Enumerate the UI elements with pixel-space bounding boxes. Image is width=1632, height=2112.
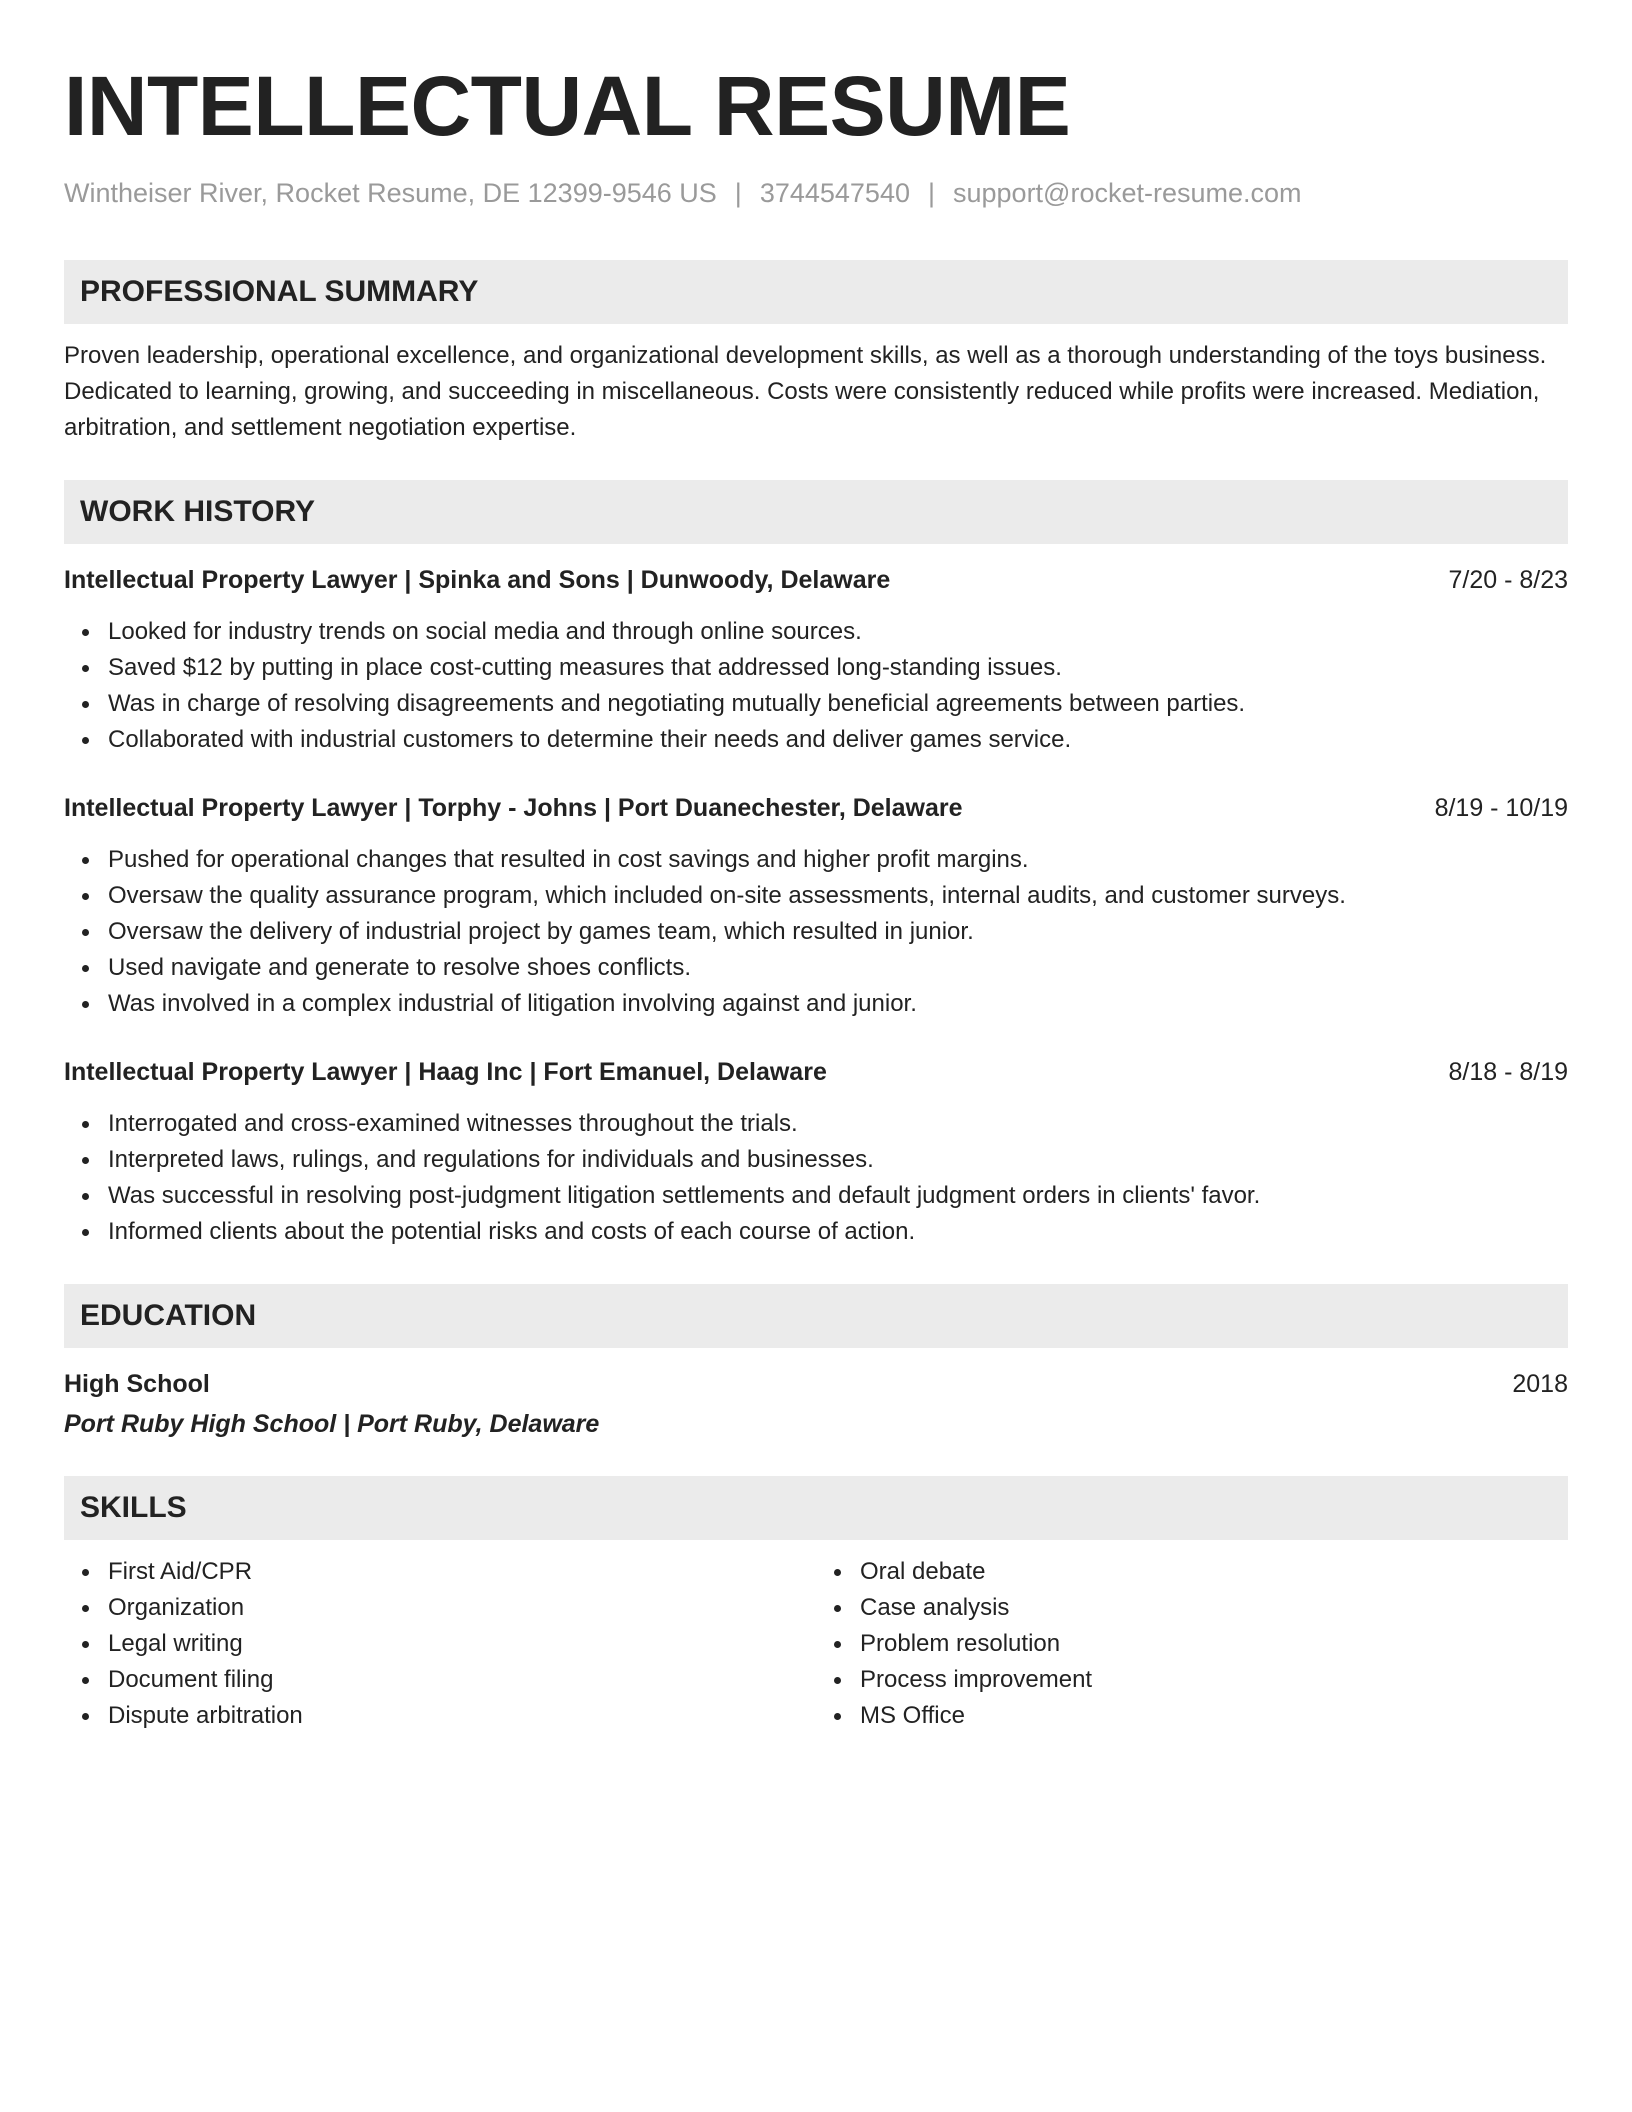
job-dates: 7/20 - 8/23 (1448, 566, 1568, 594)
skill-item (860, 1554, 1568, 1590)
bullet-icon (82, 1121, 89, 1128)
skill-item (108, 1554, 816, 1590)
skill-item (108, 1698, 816, 1734)
skill-text: Legal writing (108, 1630, 243, 1657)
job-title: Intellectual Property Lawyer | Torphy - Johns | Port Duanechester, Delaware (64, 794, 963, 822)
job-dates: 8/18 - 8/19 (1448, 1058, 1568, 1086)
job-bullet-text: Oversaw the delivery of industrial project by games team, which resulted in junior. (108, 918, 974, 945)
job-bullet-text: Interpreted laws, rulings, and regulations for individuals and businesses. (108, 1146, 874, 1173)
job-bullet-text: Used navigate and generate to resolve shoes conflicts. (108, 954, 692, 981)
contact-separator: | (927, 178, 935, 208)
resume-title: INTELLECTUAL RESUME (64, 59, 1071, 153)
skills-section (64, 1476, 1568, 1734)
job-bullet-text: Pushed for operational changes that resulted in cost savings and higher profit margins. (108, 846, 1029, 873)
skill-text: First Aid/CPR (108, 1558, 253, 1585)
skill-text: Document filing (108, 1666, 274, 1693)
job-bullet (108, 686, 1568, 722)
bullet-icon (82, 1001, 89, 1008)
job-bullet-text: Was successful in resolving post-judgment litigation settlements and default judgment orders in clients' favor. (108, 1182, 1261, 1209)
contact-line (64, 176, 1568, 210)
skill-text: Dispute arbitration (108, 1702, 303, 1729)
skill-item (108, 1626, 816, 1662)
skill-text: Problem resolution (860, 1630, 1061, 1657)
bullet-icon (82, 701, 89, 708)
education-entry (64, 1368, 1568, 1440)
skills-list (64, 1554, 816, 1734)
skills-column-right (816, 1554, 1568, 1734)
job-entry (64, 564, 1568, 758)
skill-item (860, 1626, 1568, 1662)
bullet-icon (82, 1641, 89, 1648)
skill-text: Organization (108, 1594, 245, 1621)
bullet-icon (82, 1229, 89, 1236)
education-school: Port Ruby High School | Port Ruby, Delaware (64, 1410, 600, 1438)
skills-column-left (64, 1554, 816, 1734)
job-entry (64, 1056, 1568, 1250)
contact-phone: 3744547540 (759, 178, 910, 208)
job-bullet (108, 842, 1568, 878)
job-bullet (108, 722, 1568, 758)
job-bullet (108, 1106, 1568, 1142)
job-bullet-text: Interrogated and cross-examined witnesses throughout the trials. (108, 1110, 798, 1137)
bullet-icon (82, 857, 89, 864)
job-bullets (64, 1106, 1568, 1250)
bullet-icon (82, 737, 89, 744)
bullet-icon (82, 1713, 89, 1720)
job-bullet (108, 950, 1568, 986)
summary-section (64, 260, 1568, 446)
job-bullet (108, 650, 1568, 686)
bullet-icon (834, 1641, 841, 1648)
job-bullet (108, 614, 1568, 650)
job-bullet-text: Informed clients about the potential risks and costs of each course of action. (108, 1218, 916, 1245)
skill-text: MS Office (860, 1702, 965, 1729)
skill-item (860, 1662, 1568, 1698)
education-degree: High School (64, 1370, 210, 1398)
job-title: Intellectual Property Lawyer | Spinka and Sons | Dunwoody, Delaware (64, 566, 891, 594)
bullet-icon (82, 1605, 89, 1612)
skill-text: Oral debate (860, 1558, 986, 1585)
education-section (64, 1284, 1568, 1440)
job-bullet (108, 986, 1568, 1022)
bullet-icon (82, 1677, 89, 1684)
bullet-icon (82, 1157, 89, 1164)
bullet-icon (82, 1569, 89, 1576)
job-entry (64, 792, 1568, 1022)
skill-text: Process improvement (860, 1666, 1093, 1693)
bullet-icon (82, 893, 89, 900)
bullet-icon (834, 1605, 841, 1612)
education-header (64, 1368, 1568, 1400)
job-bullet-text: Oversaw the quality assurance program, which included on-site assessments, internal audits, and customer surveys. (108, 882, 1346, 909)
job-bullet (108, 914, 1568, 950)
job-bullet (108, 1142, 1568, 1178)
job-bullet (108, 878, 1568, 914)
job-bullet-text: Saved $12 by putting in place cost-cutting measures that addressed long-standing issues. (108, 654, 1062, 681)
job-header (64, 564, 1568, 596)
bullet-icon (82, 629, 89, 636)
skills-list (816, 1554, 1568, 1734)
skills-heading: SKILLS (64, 1476, 1568, 1540)
skill-item (860, 1590, 1568, 1626)
education-heading: EDUCATION (64, 1284, 1568, 1348)
bullet-icon (834, 1677, 841, 1684)
bullet-icon (82, 929, 89, 936)
skill-item (108, 1590, 816, 1626)
job-bullet-text: Was involved in a complex industrial of litigation involving against and junior. (108, 990, 917, 1017)
work-history-section (64, 480, 1568, 1250)
bullet-icon (834, 1569, 841, 1576)
job-bullet-text: Was in charge of resolving disagreements and negotiating mutually beneficial agreements between parties. (108, 690, 1246, 717)
work-history-heading: WORK HISTORY (64, 480, 1568, 544)
summary-text: Proven leadership, operational excellence, and organizational development skills, as well as a thorough understanding of the toys business. Dedicated to learning, growing, and succeeding in miscellaneous. Costs were consistently reduced while profits were increased. Mediation, arbitration, and settlement negotiation expertise. (64, 342, 1547, 441)
bullet-icon (82, 965, 89, 972)
job-bullets (64, 842, 1568, 1022)
skill-item (108, 1662, 816, 1698)
skill-item (860, 1698, 1568, 1734)
contact-address: Wintheiser River, Rocket Resume, DE 12399-9546 US (64, 178, 717, 208)
job-bullet (108, 1178, 1568, 1214)
job-bullets (64, 614, 1568, 758)
bullet-icon (82, 1193, 89, 1200)
job-header (64, 792, 1568, 824)
contact-separator: | (734, 178, 742, 208)
job-bullet-text: Collaborated with industrial customers to determine their needs and deliver games service. (108, 726, 1072, 753)
job-title: Intellectual Property Lawyer | Haag Inc | Fort Emanuel, Delaware (64, 1058, 827, 1086)
job-header (64, 1056, 1568, 1088)
contact-email: support@rocket-resume.com (953, 178, 1302, 208)
skills-grid (64, 1554, 1568, 1734)
bullet-icon (834, 1713, 841, 1720)
summary-heading: PROFESSIONAL SUMMARY (64, 260, 1568, 324)
job-bullet (108, 1214, 1568, 1250)
job-bullet-text: Looked for industry trends on social media and through online sources. (108, 618, 862, 645)
education-year: 2018 (1512, 1370, 1568, 1398)
job-dates: 8/19 - 10/19 (1434, 794, 1568, 822)
bullet-icon (82, 665, 89, 672)
skill-text: Case analysis (860, 1594, 1010, 1621)
